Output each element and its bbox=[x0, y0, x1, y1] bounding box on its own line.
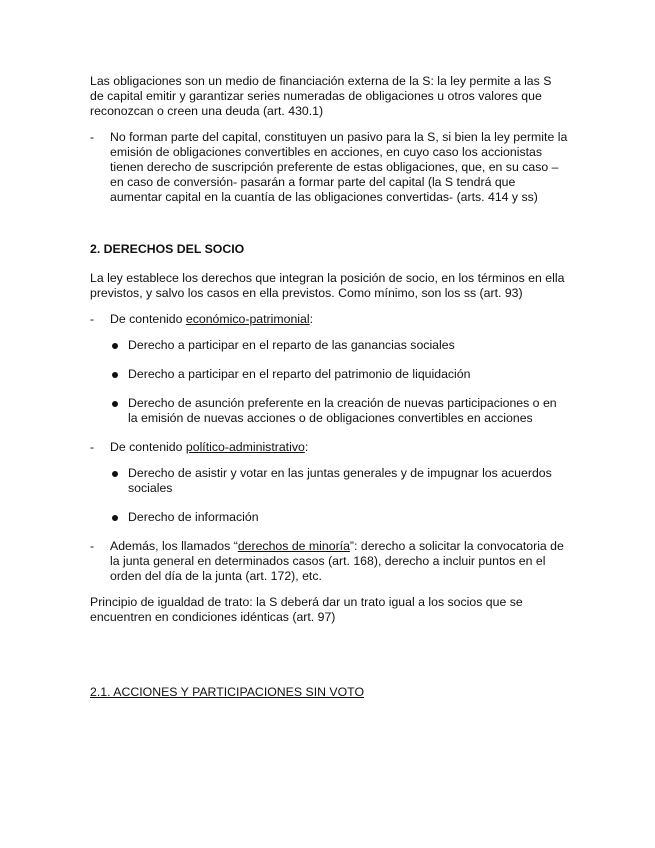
document-page bbox=[90, 74, 568, 700]
list-item bbox=[90, 466, 568, 496]
equality-paragraph: Principio de igualdad de trato: la S deberá dar un trato igual a los socios que se encuentren en condiciones idénticas (art. 97) bbox=[90, 595, 523, 624]
bullet-dot bbox=[112, 515, 118, 521]
economic-suffix: : bbox=[309, 312, 314, 326]
list-item-text: Derecho de asunción preferente en la creación de nuevas participaciones o en la emisión de nuevas acciones o de obligaciones convertibles en acciones bbox=[128, 396, 557, 425]
list-item-text: Derecho de información bbox=[128, 510, 259, 524]
list-item bbox=[90, 338, 568, 353]
minority-rights-item bbox=[90, 539, 568, 584]
dash-marker: - bbox=[90, 440, 95, 454]
bullet-dot bbox=[112, 401, 118, 407]
list-item bbox=[90, 396, 568, 426]
minority-suffix: ”: derecho a solicitar la convocatoria de la junta general en determinados casos (art. 168), derecho a incluir puntos en el orden del día de la junta (art. 172), etc. bbox=[110, 539, 564, 583]
bullet-dot bbox=[112, 372, 118, 378]
economic-rights-list bbox=[90, 338, 568, 426]
political-prefix: De contenido bbox=[110, 440, 186, 454]
list-item-text: Derecho a participar en el reparto del patrimonio de liquidación bbox=[128, 367, 471, 381]
intro-paragraph: Las obligaciones son un medio de financiación externa de la S: la ley permite a las S de capital emitir y garantizar series numeradas de obligaciones u otros valores que reconozcan o creen una deuda (art. 430.1) bbox=[90, 74, 552, 118]
list-item bbox=[90, 367, 568, 382]
political-rights-list bbox=[90, 466, 568, 525]
minority-prefix: Además, los llamados “ bbox=[110, 539, 238, 553]
bullet-dot bbox=[112, 471, 118, 477]
minority-label: derechos de minoría bbox=[237, 539, 350, 553]
political-rights-item bbox=[90, 440, 568, 455]
economic-rights-item bbox=[90, 312, 568, 327]
dash-marker: - bbox=[90, 130, 95, 144]
obligaciones-note bbox=[90, 130, 568, 205]
obligaciones-note-text: No forman parte del capital, constituyen un pasivo para la S, si bien la ley permite la emisión de obligaciones convertibles en acciones, en cuyo caso los accionistas tienen derecho de suscripción preferente de estas obligaciones, que, en su caso –en caso de conversión- pasarán a formar parte del capital (la S tendrá que aumentar capital en la cuantía de las obligaciones convertidas- (arts. 414 y ss) bbox=[110, 130, 568, 204]
political-label: político-administrativo bbox=[185, 440, 305, 454]
dash-marker: - bbox=[90, 539, 95, 553]
bullet-dot bbox=[112, 343, 118, 349]
section-2-heading: 2. DERECHOS DEL SOCIO bbox=[90, 242, 245, 256]
political-suffix: : bbox=[304, 440, 309, 454]
list-item-text: Derecho a participar en el reparto de las ganancias sociales bbox=[128, 338, 455, 352]
section-2-intro: La ley establece los derechos que integran la posición de socio, en los términos en ella previstos, y salvo los casos en ella previstos. Como mínimo, son los ss (art. 93) bbox=[90, 271, 565, 300]
section-2-1-heading: 2.1. ACCIONES Y PARTICIPACIONES SIN VOTO bbox=[90, 685, 365, 699]
economic-prefix: De contenido bbox=[110, 312, 186, 326]
list-item bbox=[90, 510, 568, 525]
dash-marker: - bbox=[90, 312, 95, 326]
economic-label: económico-patrimonial bbox=[185, 312, 310, 326]
list-item-text: Derecho de asistir y votar en las juntas generales y de impugnar los acuerdos sociales bbox=[128, 466, 552, 495]
